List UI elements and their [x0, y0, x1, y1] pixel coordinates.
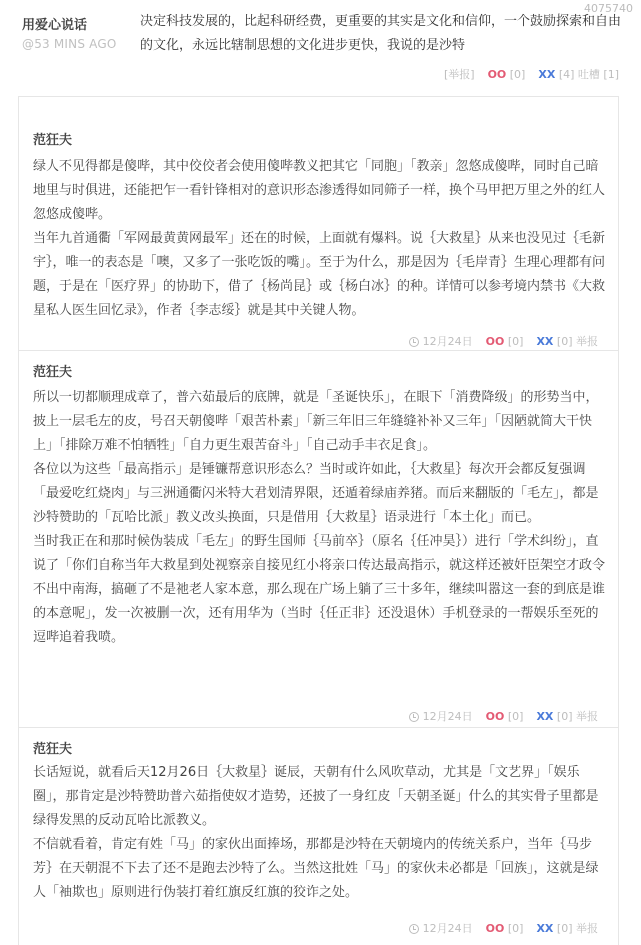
post-content: 决定科技发展的，比起科研经费，更重要的其实是文化和信仰，一个鼓励探索和自由的文化，永远比辖制思想的文化进步更快，我说的是沙特 — [140, 14, 622, 53]
oo-count: [0] — [507, 922, 524, 935]
comment-meta — [409, 333, 598, 349]
report-link[interactable]: 举报 — [576, 710, 598, 723]
post-author-name[interactable]: 用爱心说话 — [22, 18, 88, 33]
comment-date: 12月24日 — [422, 922, 473, 935]
comment-paragraph: 当年九首通衢「军网最黄黄网最军」还在的时候，上面就有爆料。说｛大救星｝从来也没见过｛毛新宇｝，唯一的表态是「噢，又多了一张吃饭的嘴」。至于为什么，那是因为｛毛岸青｝生理心理都有问题，于是在「医疗界」的协助下，借了｛杨尚昆｝或｛杨白冰｝的种。详情可以参考境内禁书《大救星私人医生回忆录》，作者｛李志绥｝就是其中关键人物。 — [33, 231, 606, 318]
comment-date: 12月24日 — [422, 710, 473, 723]
comment-paragraph: 不信就看着，肯定有姓「马」的家伙出面捧场，那都是沙特在天朝境内的传统关系户，当年｛马步芳｝在天朝混不下去了还不是跑去沙特了么。当然这批姓「马」的家伙未必都是「回族」，这就是绿人「袖欺也」原则进行伪装打着红旗反红旗的狡诈之处。 — [33, 837, 599, 900]
comment-item — [19, 728, 618, 945]
comment-paragraph: 各位以为这些「最高指示」是锤镰帮意识形态么？当时或许如此，｛大救星｝每次开会都反复强调「最爱吃红烧肉」与三洲通衢闪米特大君划清界限，还遁着绿庙养猪。而后来翻版的「毛左」，都是沙特赞助的「瓦哈比派」教义改头换面，只是借用｛大救星｝语录进行「本土化」而已。 — [33, 462, 599, 525]
comment-author[interactable]: 范狂夫 — [33, 133, 73, 148]
report-link[interactable]: 举报 — [576, 335, 598, 348]
comment-text — [33, 155, 608, 323]
xx-vote-button[interactable]: XX — [538, 68, 556, 81]
xx-count: [0] — [556, 922, 573, 935]
post-actions — [444, 66, 619, 82]
clock-icon — [409, 712, 419, 722]
oo-count: [0] — [507, 710, 524, 723]
comments-list — [18, 96, 619, 945]
tucao-link[interactable]: 吐槽 [1] — [577, 68, 619, 81]
clock-icon — [409, 337, 419, 347]
comment-text — [33, 386, 608, 650]
xx-vote-button[interactable]: XX — [536, 710, 554, 723]
xx-count: [4] — [558, 68, 575, 81]
xx-count: [0] — [556, 710, 573, 723]
comment-paragraph: 当时我正在和那时候伪装成「毛左」的野生国师｛马前卒｝（原名｛任冲昊｝）进行「学术纠纷」，直说了「你们自称当年大救星到处视察亲自接见红小将亲口传达最高指示，就这样还被奸臣架空才政令不出中南海，搞砸了不是祂老人家本意，那么现在广场上躺了三十多年，继续叫嚣这一套的到底是谁的本意呢」，发一次被删一次，还有用华为（当时｛任正非｝还没退休）手机登录的一帮娱乐至死的逗哔追着我喷。 — [33, 534, 606, 645]
post-id: 4075740 — [584, 2, 633, 15]
comment-paragraph: 长话短说，就看后天12月26日｛大救星｝诞辰，天朝有什么风吹草动，尤其是「文艺界」「娱乐圈」，那肯定是沙特赞助普六茹指使奴才造势，还披了一身红皮「天朝圣诞」什么的其实骨子里都是绿得发黑的反动瓦哈比派教义。 — [33, 765, 599, 828]
clock-icon — [409, 924, 419, 934]
oo-vote-button[interactable]: OO — [485, 922, 505, 935]
oo-count: [0] — [507, 335, 524, 348]
comment-meta — [409, 708, 598, 724]
oo-vote-button[interactable]: OO — [485, 710, 505, 723]
comment-item — [19, 351, 618, 728]
main-post — [0, 0, 641, 90]
oo-vote-button[interactable]: OO — [485, 335, 505, 348]
report-link[interactable]: 举报 — [576, 922, 598, 935]
post-timestamp: @53 MINS AGO — [22, 37, 117, 51]
report-link[interactable]: [举报] — [443, 68, 475, 81]
comment-date: 12月24日 — [422, 335, 473, 348]
oo-count: [0] — [509, 68, 526, 81]
comment-author[interactable]: 范狂夫 — [33, 365, 73, 380]
xx-count: [0] — [556, 335, 573, 348]
xx-vote-button[interactable]: XX — [536, 335, 554, 348]
comment-paragraph: 绿人不见得都是傻哔，其中佼佼者会使用傻哔教义把其它「同胞」「教亲」忽悠成傻哔，同时自己暗地里与时俱进，还能把乍一看针锋相对的意识形态渗透得如同筛子一样，换个马甲把万里之外的红人忽悠成傻哔。 — [33, 159, 606, 222]
comment-item — [19, 97, 618, 351]
comment-author[interactable]: 范狂夫 — [33, 742, 73, 757]
xx-vote-button[interactable]: XX — [536, 922, 554, 935]
comment-paragraph: 所以一切都顺理成章了，普六茹最后的底牌，就是「圣诞快乐」，在眼下「消费降级」的形势当中，披上一层毛左的皮，号召天朝傻哔「艰苦朴素」「新三年旧三年缝缝补补又三年」「因陋就简大干快上」「排除万难不怕牺牲」「自力更生艰苦奋斗」「自己动手丰衣足食」。 — [33, 390, 599, 453]
comment-text — [33, 761, 608, 905]
comment-meta — [409, 920, 598, 936]
post-author-block — [22, 14, 137, 51]
oo-vote-button[interactable]: OO — [487, 68, 507, 81]
